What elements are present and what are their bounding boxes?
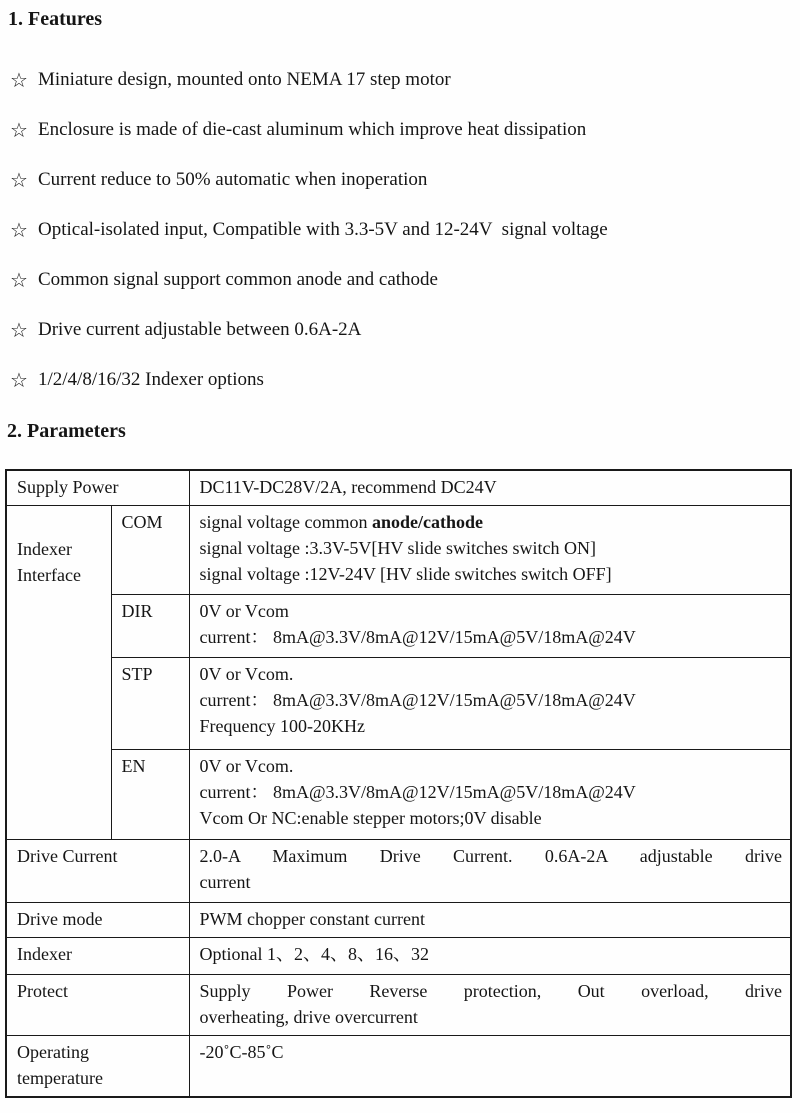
star-bullet-icon: ☆ <box>10 318 28 342</box>
feature-item <box>10 219 800 241</box>
param-value-drive-mode: PWM chopper constant current <box>189 902 791 937</box>
row-com <box>6 505 791 594</box>
star-bullet-icon: ☆ <box>10 218 28 242</box>
row-protect <box>6 974 791 1035</box>
row-operating-temperature <box>6 1035 791 1097</box>
drive-current-line-1: 2.0-A Maximum Drive Current. 0.6A-2A adjustable drive <box>199 845 783 866</box>
en-line-1: 0V or Vcom. <box>199 755 294 776</box>
star-bullet-icon: ☆ <box>10 268 28 292</box>
com-line-3: signal voltage :12V-24V [HV slide switches switch OFF] <box>199 563 612 584</box>
feature-item <box>10 119 800 141</box>
drive-current-line-2: current <box>199 871 251 892</box>
row-drive-mode <box>6 902 791 937</box>
feature-text: Common signal support common anode and cathode <box>38 269 438 290</box>
param-label-protect: Protect <box>6 974 189 1035</box>
signal-name-stp: STP <box>111 657 189 749</box>
star-bullet-icon: ☆ <box>10 118 28 142</box>
com-line1-bold: anode/cathode <box>371 511 483 532</box>
en-line-2: current： 8mA@3.3V/8mA@12V/15mA@5V/18mA@24V <box>199 781 636 802</box>
parameters-heading: 2. Parameters <box>7 420 126 442</box>
dir-line-1: 0V or Vcom <box>199 600 289 621</box>
feature-text: Drive current adjustable between 0.6A-2A <box>38 319 362 340</box>
en-line-3: Vcom Or NC:enable stepper motors;0V disable <box>199 807 542 828</box>
stp-line-2: current： 8mA@3.3V/8mA@12V/15mA@5V/18mA@24V <box>199 689 636 710</box>
stp-line-3: Frequency 100-20KHz <box>199 715 365 736</box>
star-bullet-icon: ☆ <box>10 368 28 392</box>
star-bullet-icon: ☆ <box>10 168 28 192</box>
param-label-indexer: Indexer <box>6 937 189 974</box>
com-line-1 <box>200 509 783 535</box>
param-value-com <box>189 505 791 594</box>
signal-name-en: EN <box>111 749 189 839</box>
param-value-supply-power: DC11V-DC28V/2A, recommend DC24V <box>189 470 791 505</box>
indexer-interface-label: Indexer Interface <box>17 538 81 585</box>
param-label-drive-current: Drive Current <box>6 839 189 902</box>
features-heading: 1. Features <box>8 8 103 30</box>
param-label-indexer-interface <box>6 505 111 839</box>
feature-item <box>10 369 800 391</box>
feature-item <box>10 69 800 91</box>
parameters-table <box>5 469 792 1098</box>
feature-text: Miniature design, mounted onto NEMA 17 step motor <box>38 69 451 90</box>
feature-item <box>10 169 800 191</box>
param-value-stp <box>189 657 791 749</box>
feature-text: Enclosure is made of die-cast aluminum which improve heat dissipation <box>38 119 587 140</box>
param-value-operating-temperature: -20˚C-85˚C <box>189 1035 791 1097</box>
com-line1-prefix: signal voltage common <box>199 511 372 532</box>
param-label-supply-power: Supply Power <box>6 470 189 505</box>
protect-line-1: Supply Power Reverse protection, Out overload, drive <box>199 980 783 1001</box>
row-stp <box>6 657 791 749</box>
param-label-drive-mode: Drive mode <box>6 902 189 937</box>
dir-line-2: current： 8mA@3.3V/8mA@12V/15mA@5V/18mA@24V <box>199 626 636 647</box>
signal-name-com: COM <box>111 505 189 594</box>
feature-text: Current reduce to 50% automatic when inoperation <box>38 169 428 190</box>
feature-text: 1/2/4/8/16/32 Indexer options <box>38 369 264 390</box>
row-en <box>6 749 791 839</box>
param-value-indexer: Optional 1、2、4、8、16、32 <box>189 937 791 974</box>
protect-line-2: overheating, drive overcurrent <box>199 1006 418 1027</box>
signal-name-dir: DIR <box>111 594 189 657</box>
feature-item <box>10 319 800 341</box>
row-indexer <box>6 937 791 974</box>
row-supply-power <box>6 470 791 505</box>
param-value-en <box>189 749 791 839</box>
param-label-operating-temperature <box>6 1035 189 1097</box>
features-list <box>0 69 800 391</box>
param-value-drive-current <box>189 839 791 902</box>
feature-item <box>10 269 800 291</box>
row-drive-current <box>6 839 791 902</box>
operating-temperature-label: Operating temperature <box>17 1041 103 1088</box>
param-value-dir <box>189 594 791 657</box>
row-dir <box>6 594 791 657</box>
stp-line-1: 0V or Vcom. <box>199 663 294 684</box>
com-line-2: signal voltage :3.3V-5V[HV slide switches switch ON] <box>199 537 596 558</box>
star-bullet-icon: ☆ <box>10 68 28 92</box>
feature-text: Optical-isolated input, Compatible with 3.3-5V and 12-24V signal voltage <box>38 219 608 240</box>
param-value-protect <box>189 974 791 1035</box>
